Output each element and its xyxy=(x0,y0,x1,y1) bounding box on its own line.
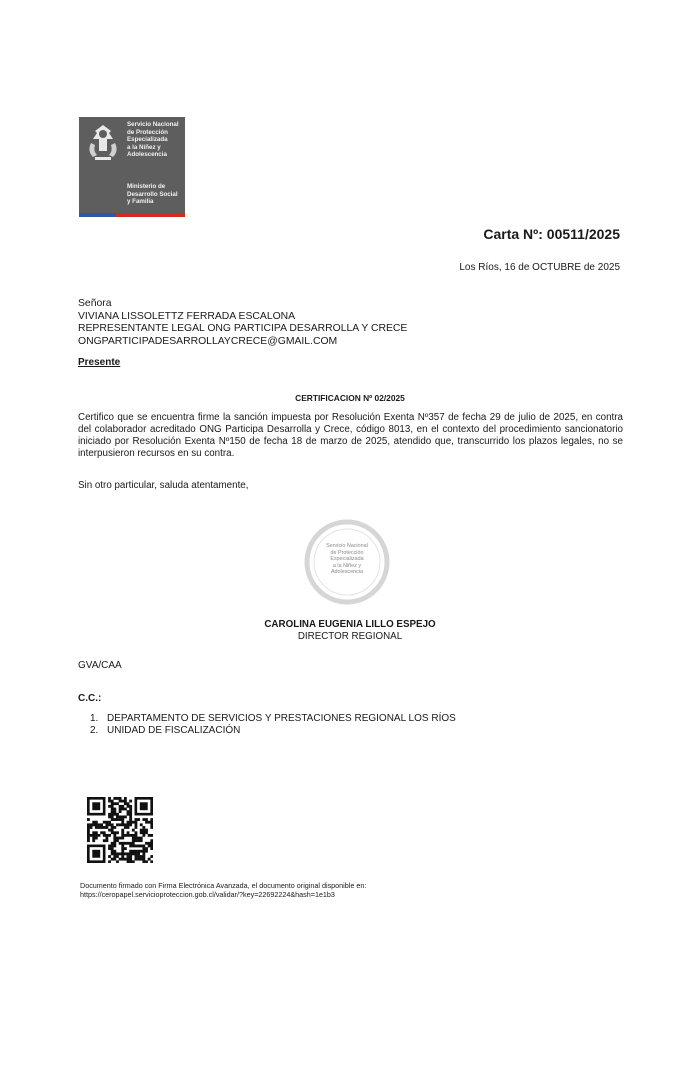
closing-text: Sin otro particular, saluda atentamente, xyxy=(78,480,249,491)
list-item-number: 2. xyxy=(90,725,99,736)
qr-finder-pattern xyxy=(135,797,153,815)
list-item xyxy=(90,725,460,737)
qr-finder-pattern xyxy=(87,797,105,815)
cc-list xyxy=(90,713,460,737)
seal-text: Servicio Nacional de Protección Especializada a la Niñez y Adolescencia xyxy=(326,543,368,576)
official-seal xyxy=(304,519,390,605)
certification-body: Certifico que se encuentra firme la sanción impuesta por Resolución Exenta Nº357 de fecha 29 de julio de 2025, en contra del colaborador acreditado ONG Participa Desarrolla y Crece, código 8013, en el contexto del procedimiento sancionatorio iniciado por Resolución Exenta Nº150 de fecha 18 de marzo de 2025, atendido que, transcurrido los plazos legales, no se interpusieron recursos en su contra. xyxy=(78,412,623,459)
letter-number: Carta Nº: 00511/2025 xyxy=(483,226,620,242)
list-item-number: 1. xyxy=(90,713,99,724)
recipient-name: VIVIANA LISSOLETTZ FERRADA ESCALONA xyxy=(78,310,296,322)
footer-note xyxy=(80,881,366,899)
cc-label: C.C.: xyxy=(78,693,102,704)
recipient-block xyxy=(78,298,407,348)
institution-logo xyxy=(79,117,185,217)
flag-bar xyxy=(79,213,185,217)
list-item-text: UNIDAD DE FISCALIZACIÓN xyxy=(107,725,241,736)
ministry-name: Ministerio de Desarrollo Social y Familia xyxy=(127,183,178,206)
list-item xyxy=(90,713,460,725)
signature-block xyxy=(0,619,700,643)
footer-link[interactable]: https://ceropapel.servicioproteccion.gob.cl/validar/?key=22692224&hash=1e1b3 xyxy=(80,890,335,899)
qr-finder-pattern xyxy=(87,845,105,863)
recipient-email: ONGPARTICIPADESARROLLAYCRECE@GMAIL.COM xyxy=(78,335,338,347)
footer-line-1: Documento firmado con Firma Electrónica Avanzada, el documento original disponible en: xyxy=(80,881,367,890)
institution-name: Servicio Nacional de Protección Especializada a la Niñez y Adolescencia xyxy=(127,121,179,159)
recipient-salutation: Señora xyxy=(78,298,112,309)
list-item-text: DEPARTAMENTO DE SERVICIOS Y PRESTACIONES REGIONAL LOS RÍOS xyxy=(107,713,456,724)
coat-of-arms-icon xyxy=(83,121,123,167)
qr-code xyxy=(87,797,153,863)
signer-title: DIRECTOR REGIONAL xyxy=(297,631,403,642)
place-date: Los Ríos, 16 de OCTUBRE de 2025 xyxy=(459,262,620,273)
initials: GVA/CAA xyxy=(78,660,122,671)
signer-name: CAROLINA EUGENIA LILLO ESPEJO xyxy=(264,619,436,630)
certification-title: CERTIFICACION Nº 02/2025 xyxy=(295,393,405,403)
presente-label: Presente xyxy=(78,357,121,368)
recipient-role: REPRESENTANTE LEGAL ONG PARTICIPA DESARROLLA Y CRECE xyxy=(78,323,408,335)
